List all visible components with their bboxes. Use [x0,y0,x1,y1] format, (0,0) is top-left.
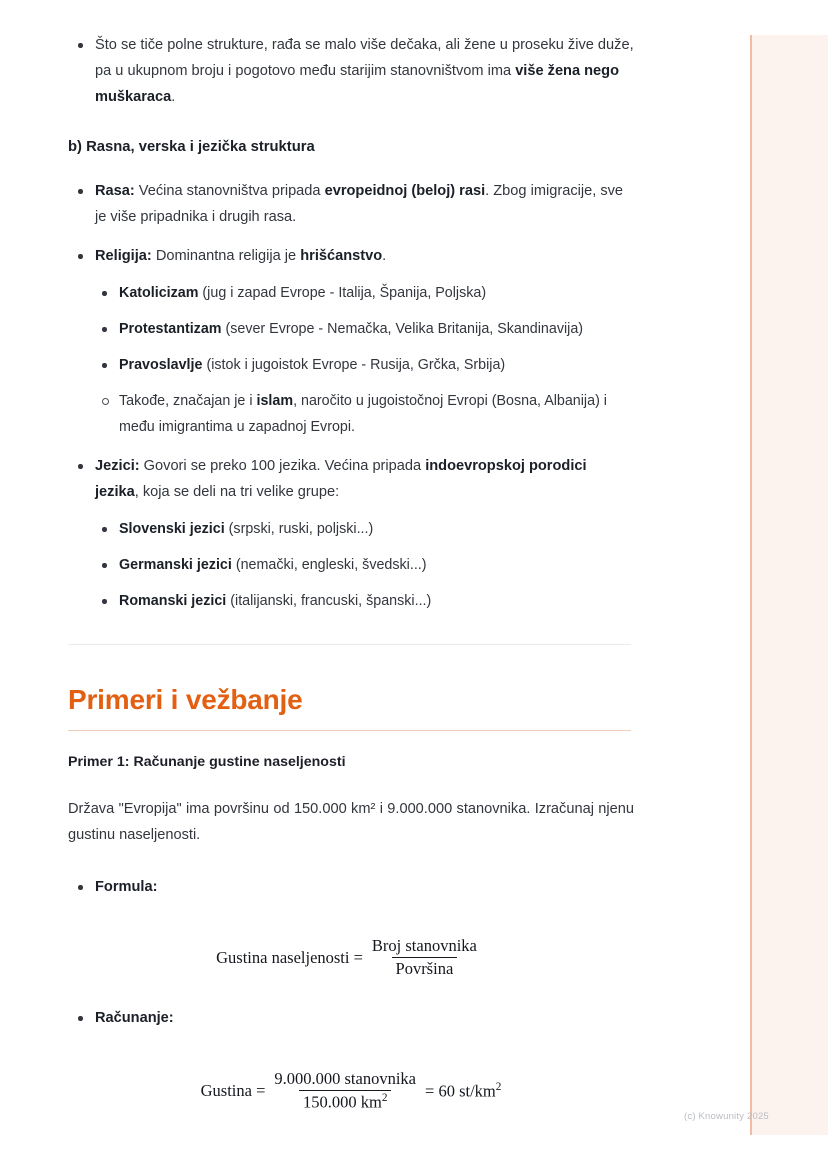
term-label: Jezici: [95,458,140,474]
page-title: Primeri i vežbanje [68,684,303,715]
formula-lhs: Gustina naseljenosti = [216,947,363,967]
formula-bullet-list [68,874,634,900]
list-item-romanski [93,588,634,614]
list-item-calc-label [68,1005,634,1031]
list-item-text: Jezici: Govori se preko 100 jezika. Većina pripada indoevropskoj porodici jezika, koja se deli na tri velike grupe: [95,458,587,500]
fraction [368,936,481,979]
term-label: Rasa: [95,183,135,199]
fraction-numerator: Broj stanovnika [371,936,477,955]
list-item-text: Protestantizam (sever Evrope - Nemačka, Velika Britanija, Skandinavija) [119,321,584,337]
emphasis: Pravoslavlje [119,357,203,373]
language-sublist [93,516,634,614]
example-heading: Primer 1: Računanje gustine naseljenosti [68,754,346,770]
emphasis: više žena nego muškaraca [95,63,620,105]
term-label: Religija: [95,248,152,264]
structure-list [68,178,634,614]
denominator-exponent: 2 [381,1092,388,1104]
emphasis: Romanski jezici [119,593,227,609]
list-item-text: Rasa: Većina stanovništva pripada evropeidnoj (beloj) rasi. Zbog imigracije, sve je više pripadnika i drugih rasa. [95,183,624,225]
list-item-islam [93,388,634,440]
list-item-pravoslavlje [93,352,634,378]
list-item-text: Romanski jezici (italijanski, francuski, španski...) [119,593,432,609]
denominator-base: 150.000 km [302,1092,382,1112]
problem-statement: Država "Evropija" ima površinu od 150.000 km² i 9.000.000 stanovnika. Izračunaj njenu gustinu naseljenosti. [68,801,634,843]
section-divider [68,644,631,645]
copyright-watermark: (c) Knowunity 2025 [684,1111,769,1122]
list-item-text: Takođe, značajan je i islam, naročito u jugoistočnoj Evropi (Bosna, Albanija) i među imigrantima u zapadnoj Evropi. [119,393,607,435]
emphasis: hrišćanstvo [300,248,383,264]
result-base: = 60 st/km [425,1081,496,1100]
emphasis: Katolicizam [119,285,199,301]
emphasis: evropeidnoj (beloj) rasi [324,183,486,199]
top-bullet-list [68,32,634,110]
emphasis: Slovenski jezici [119,521,225,537]
list-item-germanski [93,552,634,578]
list-item-text: Što se tiče polne strukture, rađa se malo više dečaka, ali žene u proseku žive duže, pa u ukupnom broju i pogotovo među starijim stanovništvom ima više žena nego muškaraca. [95,37,634,105]
fraction [270,1069,420,1113]
emphasis: islam [256,393,294,409]
list-item-text: Slovenski jezici (srpski, ruski, poljski...) [119,521,374,537]
result-exponent: 2 [495,1080,502,1093]
emphasis: indoevropskoj porodici jezika [95,458,587,500]
calculation-label: Računanje: [95,1010,174,1026]
formula-label: Formula: [95,879,158,895]
calculation-bullet-list [68,1005,634,1031]
title-underline [68,730,631,731]
list-item-jezici [68,453,634,614]
formula-density-calculation [68,1069,634,1113]
fraction-denominator: Površina [392,957,458,979]
subheading-b: b) Rasna, verska i jezička struktura [68,139,315,155]
list-item-formula-label [68,874,634,900]
document-content [68,32,634,1113]
fraction-denominator [299,1090,391,1113]
list-item-protestantizam [93,316,634,342]
fraction-numerator: 9.000.000 stanovnika [274,1069,417,1088]
list-item-religija [68,243,634,440]
formula-result [425,1081,501,1102]
list-item-slovenski [93,516,634,542]
formula-density-definition [68,936,634,979]
list-item-text: Katolicizam (jug i zapad Evrope - Italija, Španija, Poljska) [119,285,487,301]
religion-sublist [93,280,634,440]
right-page-accent-strip [750,35,828,1135]
list-item-katolicizam [93,280,634,306]
list-item-rasa [68,178,634,230]
list-item [68,32,634,110]
list-item-text: Pravoslavlje (istok i jugoistok Evrope - Rusija, Grčka, Srbija) [119,357,506,373]
list-item-text: Religija: Dominantna religija je hrišćanstvo. [95,248,387,264]
emphasis: Germanski jezici [119,557,232,573]
list-item-text: Germanski jezici (nemački, engleski, švedski...) [119,557,427,573]
emphasis: Protestantizam [119,321,222,337]
formula-lhs: Gustina = [200,1080,266,1100]
